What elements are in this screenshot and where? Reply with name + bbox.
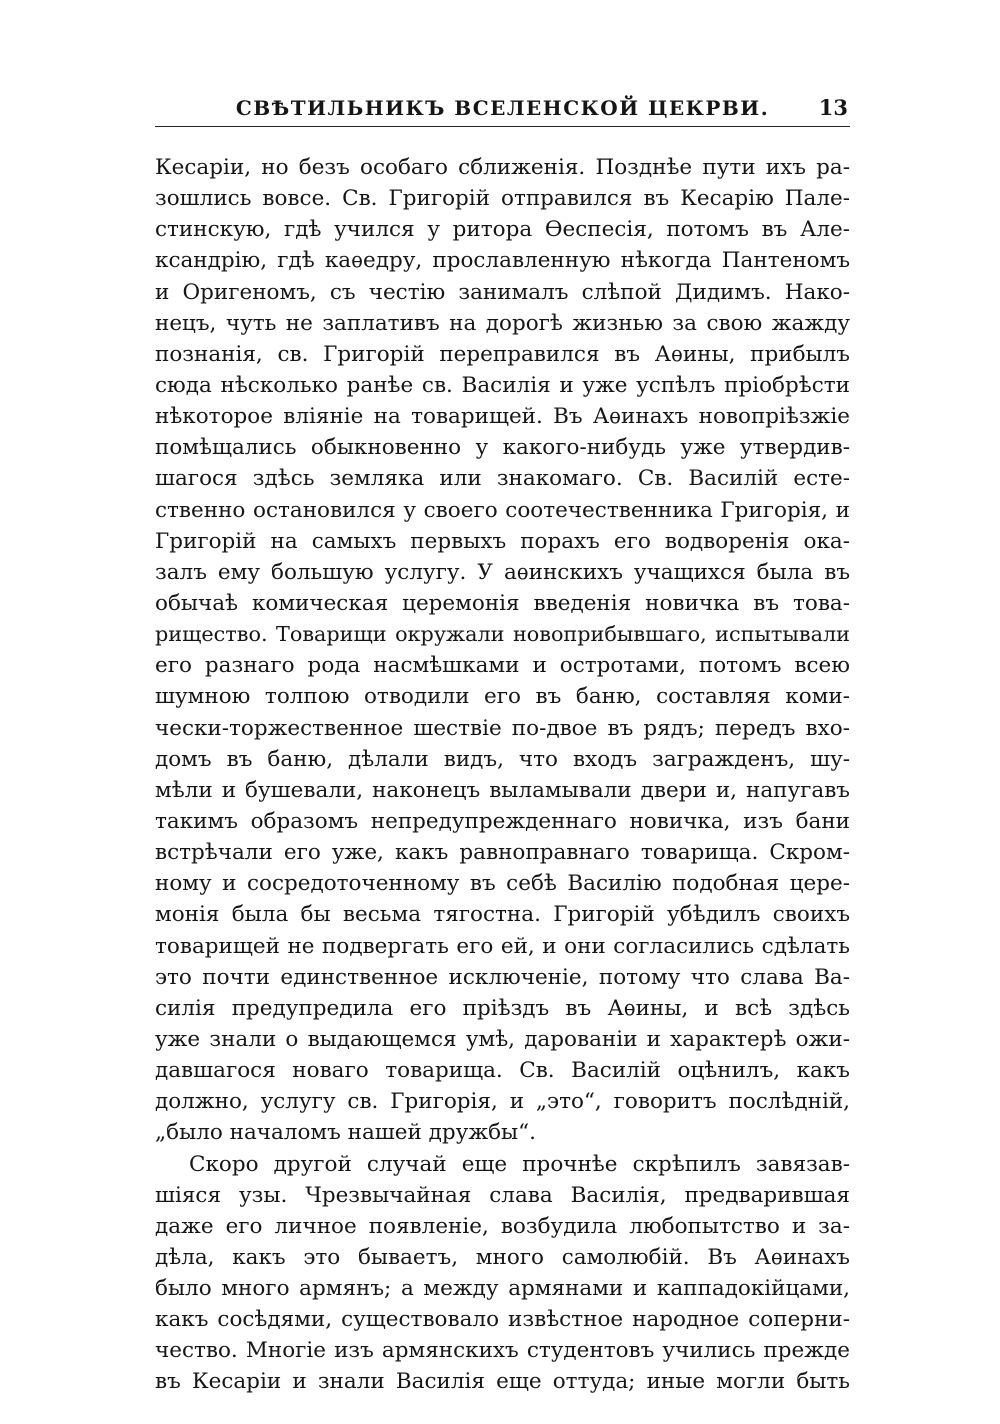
text-line: ксандрію, гдѣ каѳедру, прославленную нѣкогда Пантеномъ: [155, 248, 850, 274]
text-line: сюда нѣсколько ранѣе св. Василія и уже успѣлъ пріобрѣсти: [155, 372, 850, 398]
text-line: залъ ему большую услугу. У аѳинскихъ учащихся была въ: [155, 559, 850, 585]
text-line: шіяся узы. Чрезвычайная слава Василія, предварившая: [155, 1182, 850, 1208]
running-title: СВѢТИЛЬНИКЪ ВСЕЛЕНСКОЙ ЦЕКРВИ.: [235, 96, 770, 120]
text-line: это почти единственное исключеніе, потому что слава Ва-: [155, 964, 850, 990]
body-text: [155, 152, 850, 1398]
text-line: было много армянъ; а между армянами и каппадокійцами,: [155, 1276, 850, 1302]
text-line: какъ сосѣдями, существовало извѣстное народное соперни-: [155, 1307, 850, 1333]
page-number: 13: [818, 95, 848, 120]
text-line: нѣкоторое вліяніе на товарищей. Въ Аѳинахъ новопріѣзжіе: [155, 404, 850, 430]
text-line: такимъ образомъ непредупрежденнаго новичка, изъ бани: [155, 808, 850, 834]
text-line: познанія, св. Григорій переправился въ Аѳины, прибылъ: [155, 341, 850, 367]
text-line: и Оригеномъ, съ честію занималъ слѣпой Дидимъ. Нако-: [155, 279, 850, 305]
text-line: домъ въ баню, дѣлали видъ, что входъ загражденъ, шу-: [155, 746, 850, 772]
text-line: даже его личное появленіе, возбудила любопытство и за-: [155, 1213, 850, 1239]
text-line: ственно остановился у своего соотечественника Григорія, и: [155, 497, 850, 523]
text-line: шумною толпою отводили его въ баню, составляя коми-: [155, 684, 850, 710]
text-line: должно, услугу св. Григорія, и „это“, говоритъ послѣдній,: [155, 1089, 850, 1115]
text-line: зошлись вовсе. Св. Григорій отправился въ Кесарію Пале-: [155, 186, 850, 212]
text-line: давшагося новаго товарища. Св. Василій оцѣнилъ, какъ: [155, 1058, 850, 1084]
text-line: Григорій на самыхъ первыхъ порахъ его водворенія ока-: [155, 528, 850, 554]
text-line: товарищей не подвергать его ей, и они согласились сдѣлать: [155, 933, 850, 959]
text-line: рищество. Товарищи окружали новоприбывшаго, испытывали: [155, 622, 850, 647]
text-line: его разнаго рода насмѣшками и остротами, потомъ всею: [155, 653, 850, 679]
text-line: въ Кесаріи и знали Василія еще оттуда; иные могли быть: [155, 1369, 850, 1395]
text-line: чески-торжественное шествіе по-двое въ рядъ; передъ вхо-: [155, 715, 850, 741]
header-rule: [155, 126, 850, 127]
text-line: монія была бы весьма тягостна. Григорій убѣдилъ своихъ: [155, 902, 850, 928]
text-line: стинскую, гдѣ учился у ритора Ѳеспесія, потомъ въ Але-: [155, 217, 850, 243]
text-line: дѣла, какъ это бываетъ, много самолюбій. Въ Аѳинахъ: [155, 1244, 850, 1270]
text-line: чество. Многіе изъ армянскихъ студентовъ учились прежде: [155, 1338, 850, 1364]
text-line: Кесаріи, но безъ особаго сближенія. Позднѣе пути ихъ ра-: [155, 155, 850, 180]
paragraph-end-line: „было началомъ нашей дружбы“.: [155, 1120, 536, 1146]
text-line: силія предупредила его пріѣздъ въ Аѳины, и всѣ здѣсь: [155, 995, 850, 1021]
text-line: ному и сосредоточенному въ себѣ Василію подобная цере-: [155, 871, 850, 897]
page-header: [155, 94, 850, 128]
paragraph-start-line: Скоро другой случай еще прочнѣе скрѣпилъ завязав-: [189, 1151, 850, 1177]
text-line: уже знали о выдающемся умѣ, дарованіи и характерѣ ожи-: [155, 1026, 850, 1052]
text-line: шагося здѣсь земляка или знакомаго. Св. Василій есте-: [155, 466, 850, 492]
text-line: обычаѣ комическая церемонія введенія новичка въ това-: [155, 590, 850, 616]
text-line: мѣли и бушевали, наконецъ выламывали двери и, напугавъ: [155, 777, 850, 803]
text-line: помѣщались обыкновенно у какого-нибудь уже утвердив-: [155, 435, 850, 461]
text-line: нецъ, чуть не заплативъ на дорогѣ жизнью за свою жажду: [155, 310, 850, 336]
text-line: встрѣчали его уже, какъ равноправнаго товарища. Скром-: [155, 840, 850, 866]
